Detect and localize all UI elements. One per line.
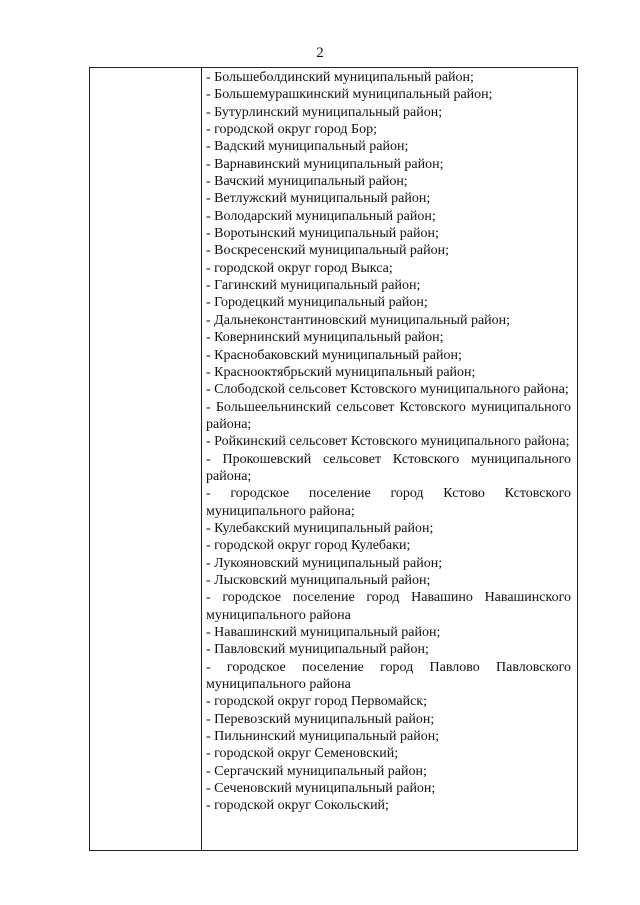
list-item: - Ковернинский муниципальный район; bbox=[206, 330, 444, 346]
list-item: - Пильнинский муниципальный район; bbox=[206, 729, 440, 745]
list-item: - городской округ город Бор; bbox=[206, 122, 377, 138]
list-item: - Лысковский муниципальный район; bbox=[206, 572, 431, 588]
list-item: - городской округ город Первомайск; bbox=[206, 694, 427, 710]
list-item: - Сергачский муниципальный район; bbox=[206, 763, 427, 779]
list-item: - Вадский муниципальный район; bbox=[206, 139, 409, 155]
list-item: - Навашинский муниципальный район; bbox=[206, 625, 441, 640]
list-item: - Варнавинский муниципальный район; bbox=[206, 156, 444, 172]
list-item: - Большемурашкинский муниципальный район; bbox=[206, 87, 493, 103]
list-item: - Слободской сельсовет Кстовского муниципального района; bbox=[206, 382, 569, 398]
list-item: - городской округ город Кулебаки; bbox=[206, 538, 411, 554]
list-item: - Краснооктябрьский муниципальный район; bbox=[206, 364, 476, 380]
list-item: - Гагинский муниципальный район; bbox=[206, 278, 421, 294]
list-item: - Перевозский муниципальный район; bbox=[206, 711, 435, 727]
column-divider bbox=[201, 68, 202, 850]
list-item: - Большеельнинский сельсовет Кстовского муниципального района; bbox=[206, 399, 571, 432]
list-item: - городское поселение город Навашино Навашинского муниципального района bbox=[206, 590, 571, 623]
list-item: - городской округ город Выкса; bbox=[206, 260, 393, 276]
list-item: - Бутурлинский муниципальный район; bbox=[206, 104, 443, 120]
list-item: - Володарский муниципальный район; bbox=[206, 208, 436, 224]
list-item: - Ройкинский сельсовет Кстовского муниципального района; bbox=[206, 434, 570, 450]
list-item: - Кулебакский муниципальный район; bbox=[206, 520, 434, 536]
list-item: - городской округ Сокольский; bbox=[206, 798, 389, 814]
list-item: - Дальнеконстантиновский муниципальный район; bbox=[206, 312, 511, 328]
list-item: - Павловский муниципальный район; bbox=[206, 642, 429, 658]
territory-list bbox=[206, 69, 571, 815]
list-item: - городское поселение город Павлово Павловского муниципального района bbox=[206, 659, 571, 693]
page-number: 2 bbox=[316, 45, 324, 61]
list-item: - Воскресенский муниципальный район; bbox=[206, 243, 450, 259]
list-item: - Прокошевский сельсовет Кстовского муниципального района; bbox=[206, 451, 571, 484]
list-item: - Вачский муниципальный район; bbox=[206, 174, 408, 190]
list-item: - Воротынский муниципальный район; bbox=[206, 226, 439, 242]
list-item: - Ветлужский муниципальный район; bbox=[206, 191, 431, 207]
list-item: - Городецкий муниципальный район; bbox=[206, 295, 428, 311]
list-item: - городской округ Семеновский; bbox=[206, 746, 399, 762]
list-item: - Краснобаковский муниципальный район; bbox=[206, 347, 462, 363]
document-table bbox=[89, 67, 578, 851]
list-item: - Лукояновский муниципальный район; bbox=[206, 555, 443, 571]
list-item: - городское поселение город Кстово Кстовского муниципального района; bbox=[206, 486, 571, 519]
list-item: - Сеченовский муниципальный район; bbox=[206, 781, 436, 797]
list-item: - Большеболдинский муниципальный район; bbox=[206, 70, 474, 85]
